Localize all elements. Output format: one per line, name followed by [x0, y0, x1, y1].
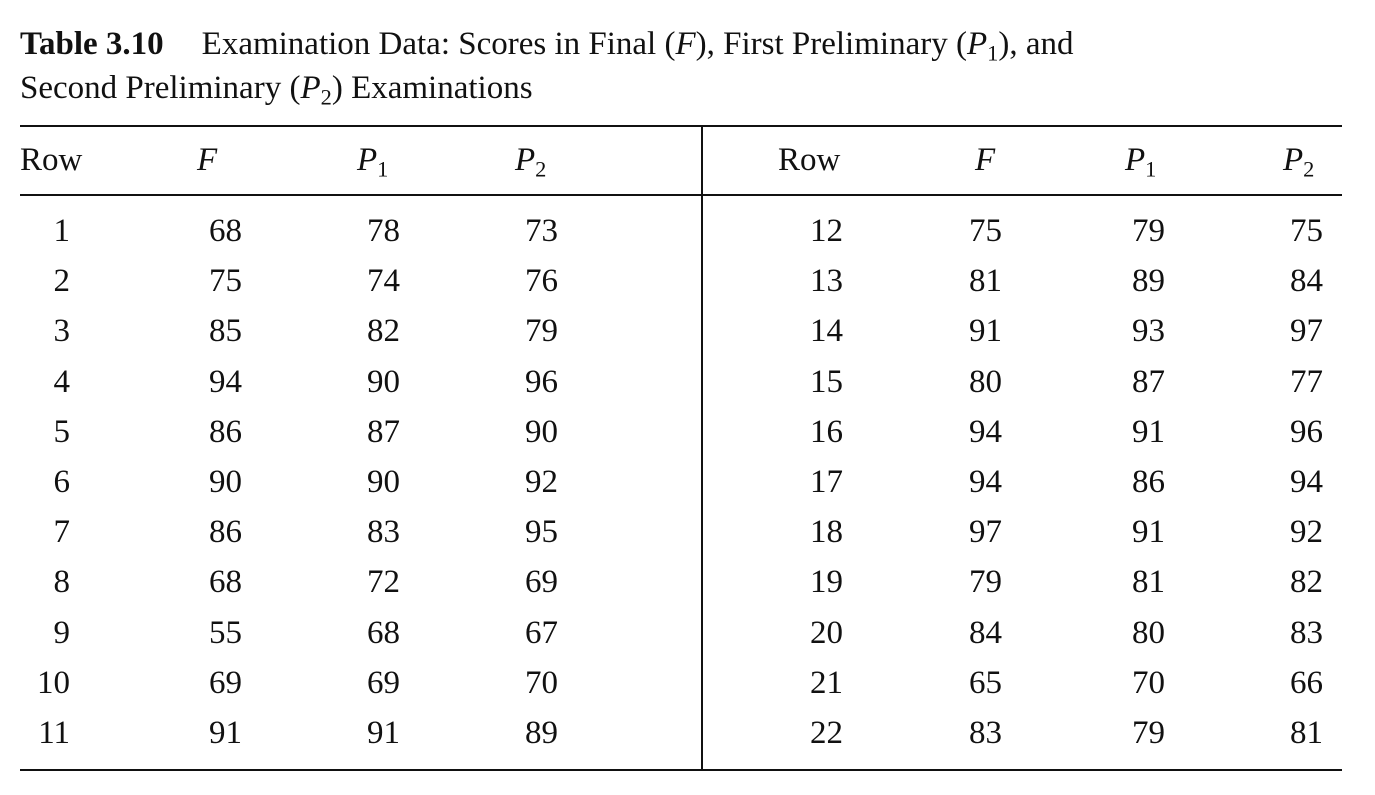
- table-cell-left-f: 68: [209, 564, 242, 601]
- table-cell-left-row: 11: [38, 715, 70, 751]
- table-cell-left-f: 68: [209, 213, 242, 249]
- table-cell-right-row: 15: [810, 363, 843, 400]
- table-cell-left-f: 90: [209, 464, 242, 500]
- table-cell-right-p1: 79: [1132, 213, 1165, 249]
- table-cell-right-p2: 97: [1290, 313, 1323, 350]
- table-cell-left-row: 8: [53, 564, 70, 601]
- table-cell-right-row: 12: [810, 213, 843, 249]
- table-cell-left-row: 10: [37, 664, 70, 701]
- table-cell-left-row: 6: [53, 464, 70, 500]
- table-cell-left-p2: 79: [525, 313, 558, 350]
- table-cell-left-row: 4: [53, 363, 70, 400]
- table-cell-right-p2: 66: [1290, 664, 1323, 701]
- table-cell-left-p2: 96: [525, 363, 558, 400]
- table-cell-left-p1: 74: [367, 263, 400, 300]
- table-bottom-rule: [20, 769, 1342, 771]
- table-cell-right-row: 18: [810, 514, 843, 551]
- table-cell-right-row: 19: [810, 564, 843, 601]
- table-cell-left-p1: 68: [367, 614, 400, 651]
- table-top-rule: [20, 125, 1342, 127]
- caption-line-2: Second Preliminary $(P_2)$ Examinations: [20, 70, 533, 110]
- table-cell-left-p1: 82: [367, 313, 400, 350]
- header-row-left: Row: [20, 142, 83, 178]
- table-number: Table 3.10: [20, 26, 164, 62]
- table-cell-right-f: 81: [969, 263, 1002, 300]
- table-cell-right-p1: 91: [1132, 413, 1165, 450]
- table-cell-left-f: 85: [209, 313, 242, 350]
- table-cell-right-row: 16: [810, 413, 843, 450]
- table-cell-right-p2: 81: [1290, 715, 1323, 751]
- table-cell-left-p2: 67: [525, 614, 558, 651]
- table-cell-left-p2: 73: [525, 213, 558, 249]
- table-cell-right-p1: 93: [1132, 313, 1165, 350]
- header-p2-right: $P_2$: [1283, 142, 1315, 182]
- table-cell-right-f: 65: [969, 664, 1002, 701]
- table-cell-left-f: 86: [209, 514, 242, 551]
- table-cell-right-row: 13: [810, 263, 843, 300]
- table-cell-right-row: 22: [810, 715, 843, 751]
- table-cell-right-f: 84: [969, 614, 1002, 651]
- table-cell-left-p1: 87: [367, 413, 400, 450]
- table-cell-left-row: 5: [53, 413, 70, 450]
- table-cell-right-row: 20: [810, 614, 843, 651]
- table-cell-right-p2: 84: [1290, 263, 1323, 300]
- table-cell-right-p1: 89: [1132, 263, 1165, 300]
- table-cell-left-f: 86: [209, 413, 242, 450]
- table-cell-left-row: 2: [53, 263, 70, 300]
- table-cell-right-f: 80: [969, 363, 1002, 400]
- table-cell-right-p1: 87: [1132, 363, 1165, 400]
- table-cell-right-p1: 70: [1132, 664, 1165, 701]
- table-cell-left-p2: 70: [525, 664, 558, 701]
- header-p1-left: $P_1$: [357, 142, 389, 182]
- table-cell-left-p1: 69: [367, 664, 400, 701]
- table-cell-right-p2: 94: [1290, 464, 1323, 500]
- table-cell-right-p1: 79: [1132, 715, 1165, 751]
- table-cell-right-p2: 96: [1290, 413, 1323, 450]
- table-cell-right-row: 14: [810, 313, 843, 350]
- table-cell-left-row: 7: [53, 514, 70, 551]
- table-cell-right-row: 17: [810, 464, 843, 500]
- header-p1-right: $P_1$: [1125, 142, 1157, 182]
- table-cell-left-f: 69: [209, 664, 242, 701]
- table-cell-right-p2: 75: [1290, 213, 1323, 249]
- table-cell-right-p1: 80: [1132, 614, 1165, 651]
- table-cell-left-p2: 69: [525, 564, 558, 601]
- table-cell-left-p1: 90: [367, 363, 400, 400]
- table-cell-right-f: 91: [969, 313, 1002, 350]
- table-cell-left-row: 1: [53, 213, 70, 249]
- header-f-left: F: [197, 142, 218, 178]
- table-cell-left-p2: 89: [525, 715, 558, 751]
- table-cell-right-p2: 82: [1290, 564, 1323, 601]
- table-cell-left-p1: 72: [367, 564, 400, 601]
- table-cell-right-f: 94: [969, 413, 1002, 450]
- table-cell-left-p2: 92: [525, 464, 558, 500]
- table-cell-right-f: 79: [969, 564, 1002, 601]
- header-f-right: F: [975, 142, 996, 178]
- table-cell-right-f: 83: [969, 715, 1002, 751]
- table-cell-left-p1: 78: [367, 213, 400, 249]
- table-cell-right-f: 97: [969, 514, 1002, 551]
- table-cell-left-f: 55: [209, 614, 242, 651]
- table-column-divider: [701, 125, 703, 771]
- table-cell-left-p1: 83: [367, 514, 400, 551]
- table-cell-left-f: 94: [209, 363, 242, 400]
- table-cell-right-p2: 83: [1290, 614, 1323, 651]
- caption-line-1: Examination Data: Scores in Final (F), First Preliminary $(P_1)$, and: [201, 26, 1074, 66]
- table-cell-left-p1: 90: [367, 464, 400, 500]
- table-cell-right-row: 21: [810, 664, 843, 701]
- table-cell-right-f: 94: [969, 464, 1002, 500]
- table-cell-right-p2: 77: [1290, 363, 1323, 400]
- table-cell-left-f: 91: [209, 715, 242, 751]
- table-cell-left-p1: 91: [367, 715, 400, 751]
- table-cell-right-f: 75: [969, 213, 1002, 249]
- table-cell-right-p1: 91: [1132, 514, 1165, 551]
- table-cell-left-p2: 95: [525, 514, 558, 551]
- table-cell-left-p2: 90: [525, 413, 558, 450]
- table-cell-right-p1: 81: [1132, 564, 1165, 601]
- table-cell-right-p2: 92: [1290, 514, 1323, 551]
- header-p2-left: $P_2$: [515, 142, 547, 182]
- table-cell-right-p1: 86: [1132, 464, 1165, 500]
- table-cell-left-p2: 76: [525, 263, 558, 300]
- header-row-right: Row: [778, 142, 841, 178]
- table-cell-left-f: 75: [209, 263, 242, 300]
- table-cell-left-row: 9: [53, 614, 70, 651]
- table-header-rule: [20, 194, 1342, 196]
- table-caption: [20, 22, 1340, 110]
- table-cell-left-row: 3: [53, 313, 70, 350]
